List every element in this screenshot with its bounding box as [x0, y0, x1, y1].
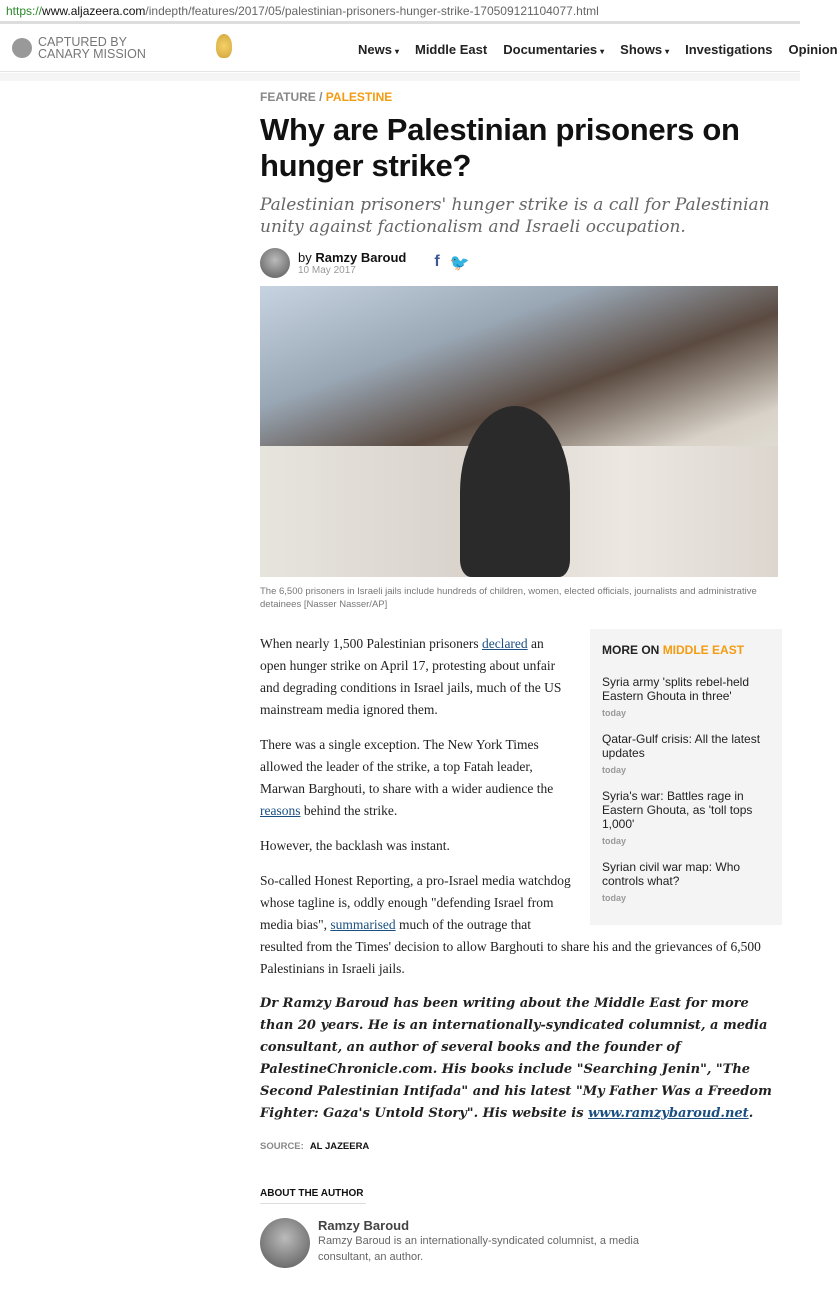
kicker-category[interactable]: PALESTINE — [325, 90, 393, 104]
sidebar-item-title[interactable]: Syrian civil war map: Who controls what? — [602, 860, 741, 888]
nav-shows[interactable] — [620, 42, 669, 57]
sidebar-item-time: today — [602, 765, 627, 775]
kicker — [260, 90, 780, 104]
nav-documentaries[interactable] — [503, 42, 604, 57]
url-path: /indepth/features/2017/05/palestinian-prisoners-hunger-strike-170509121104077.html — [145, 4, 599, 18]
text: behind the strike. — [300, 803, 398, 818]
author-link[interactable]: Ramzy Baroud — [315, 250, 407, 265]
sidebar-item[interactable] — [602, 789, 770, 848]
canary-mission-watermark — [12, 36, 146, 60]
site-header — [0, 24, 838, 72]
source — [260, 1141, 780, 1152]
sidebar-item-title[interactable]: Syria's war: Battles rage in Eastern Ghouta, as 'toll tops 1,000' — [602, 789, 753, 831]
watermark-line2: CANARY MISSION — [38, 47, 146, 61]
article — [260, 90, 780, 1268]
author-card — [260, 1218, 780, 1268]
sidebar-item[interactable] — [602, 675, 770, 720]
nav-label: Shows — [620, 42, 663, 57]
hero-image — [260, 286, 778, 577]
author-photo[interactable] — [260, 1218, 310, 1268]
article-body — [260, 633, 780, 1125]
author-name[interactable]: Ramzy Baroud — [318, 1218, 410, 1233]
address-bar[interactable] — [0, 0, 800, 24]
nav-news[interactable] — [358, 42, 399, 57]
sidebar-item-time: today — [602, 836, 627, 846]
by-label: by — [298, 250, 316, 265]
sidebar-item-title[interactable]: Syria army 'splits rebel-held Eastern Ghouta in three' — [602, 675, 750, 703]
text: an open hunger strike on April 17, protesting about unfair and degrading conditions in Israel jails, much of the US mainstream media ignored them. — [260, 636, 562, 717]
reasons-link[interactable]: reasons — [260, 803, 301, 818]
author-avatar[interactable] — [260, 248, 290, 278]
url-scheme: https:// — [6, 4, 43, 18]
text: Dr Ramzy Baroud has been writing about the Middle East for more than 20 years. He is an internationally-syndicated columnist, a media consultant, an author of several books and the founder of PalestineChronicle.com. His books include "Searching Jenin", "The Second Palestinian Intifada" and his latest "My Father Was a Freedom Fighter: Gaza's Untold Story". His website is — [260, 996, 772, 1121]
header-divider — [0, 73, 800, 81]
nav-label: News — [358, 42, 392, 57]
byline — [260, 248, 780, 278]
source-label: SOURCE: — [260, 1141, 304, 1152]
nav-investigations[interactable]: Investigations — [685, 42, 773, 57]
nav-middle-east[interactable]: Middle East — [414, 42, 488, 57]
watermark-line1: CAPTURED BY — [38, 35, 127, 49]
sidebar-item[interactable] — [602, 860, 770, 905]
kicker-sep: / — [315, 90, 326, 104]
facebook-share-icon[interactable]: f — [434, 253, 440, 270]
chevron-down-icon: ▾ — [665, 47, 670, 56]
url-domain: www.aljazeera.com — [42, 4, 146, 18]
article-title: Why are Palestinian prisoners on hunger strike? — [260, 112, 740, 183]
text: There was a single exception. The New York Times allowed the leader of the strike, a top Fatah leader, Marwan Barghouti, to share with a wider audience the — [260, 737, 554, 796]
paragraph: However, the backlash was instant. — [260, 838, 450, 853]
sidebar-heading — [602, 639, 770, 661]
sidebar-item-title[interactable]: Qatar-Gulf crisis: All the latest updates — [602, 732, 761, 760]
summarised-link[interactable]: summarised — [330, 917, 396, 932]
declared-link[interactable]: declared — [481, 636, 528, 651]
about-author-heading: ABOUT THE AUTHOR — [260, 1188, 366, 1204]
article-subtitle: Palestinian prisoners' hunger strike is a call for Palestinian unity against factionalism and Israeli occupation. — [260, 195, 770, 237]
text: So-called Honest Reporting, a pro-Israel media watchdog whose tagline is, oddly enough "defending Israel from media bias", — [260, 873, 571, 932]
text: When nearly 1,500 Palestinian prisoners — [260, 636, 482, 651]
main-menu — [358, 42, 838, 57]
author-website-link[interactable]: www.ramzybaroud.net — [588, 1106, 749, 1121]
chevron-down-icon: ▾ — [600, 47, 605, 56]
source-value: AL JAZEERA — [309, 1141, 370, 1152]
author-bio — [260, 993, 780, 1125]
aljazeera-logo[interactable] — [216, 34, 232, 58]
nav-label: Documentaries — [503, 42, 598, 57]
canary-logo-icon — [12, 38, 32, 58]
nav-opinion[interactable]: Opinion — [788, 42, 838, 57]
text: much of the outrage that resulted from the Times' decision to allow Barghouti to share his and the grievances of 6,500 Palestinians in Israeli jails. — [260, 917, 761, 976]
sidebar-item[interactable] — [602, 732, 770, 777]
sidebar-title: MORE ON — [602, 643, 660, 657]
text: . — [748, 1106, 754, 1121]
sidebar-item-time: today — [602, 893, 627, 903]
blindfolded-child — [460, 406, 570, 577]
twitter-share-icon[interactable]: 🐦 — [449, 255, 470, 272]
more-on-sidebar — [590, 629, 782, 925]
sidebar-item-time: today — [602, 708, 627, 718]
kicker-type[interactable]: FEATURE — [260, 90, 316, 104]
author-description: Ramzy Baroud is an internationally-syndicated columnist, a media consultant, an author. — [318, 1235, 639, 1263]
publish-date: 10 May 2017 — [298, 265, 356, 276]
chevron-down-icon: ▾ — [394, 47, 399, 56]
image-caption: The 6,500 prisoners in Israeli jails include hundreds of children, women, elected officials, journalists and administrative detainees [Nasser Nasser/AP] — [260, 586, 757, 610]
sidebar-topic[interactable]: MIDDLE EAST — [662, 643, 745, 657]
